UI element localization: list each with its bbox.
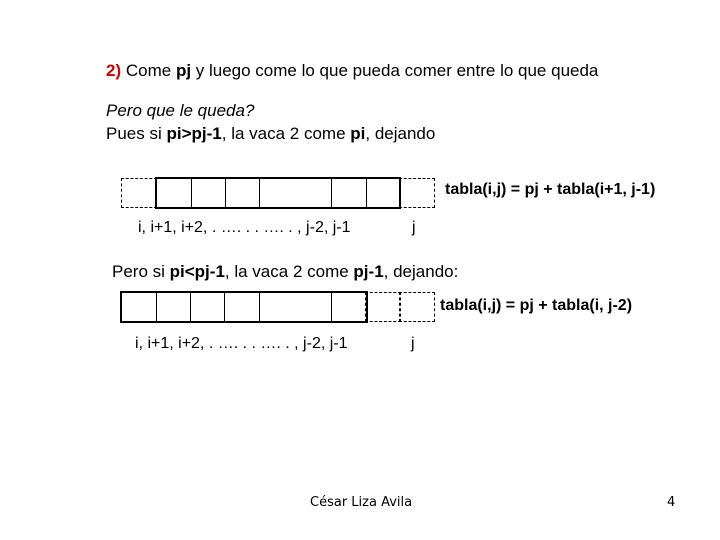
heading-text-pre: Come xyxy=(125,61,176,80)
case1-dashed-right-cell xyxy=(399,178,435,208)
case2-cell xyxy=(259,292,332,322)
case2-cell xyxy=(224,292,260,322)
case1-cell xyxy=(225,178,260,208)
case1-index-labels: i, i+1, i+2, . …. . . …. . , j-2, j-1 xyxy=(138,219,351,236)
case2-statement xyxy=(112,262,458,282)
case2-post: , dejando: xyxy=(383,262,459,281)
case2-cells xyxy=(121,292,367,322)
case2-cell xyxy=(190,292,225,322)
footer-author: César Liza Avila xyxy=(310,495,413,510)
case2-mid: , la vaca 2 come xyxy=(224,262,354,281)
case1-cell xyxy=(156,178,192,208)
heading-pj: pj xyxy=(175,61,192,80)
question-text: Pero que le queda? xyxy=(106,101,255,120)
case1-dashed-left-cell xyxy=(121,178,157,208)
case2-formula: tabla(i,j) = pj + tabla(i, j-2) xyxy=(440,297,633,314)
case2-cell xyxy=(156,292,191,322)
footer-page-number: 4 xyxy=(667,495,676,510)
case1-formula: tabla(i,j) = pj + tabla(i+1, j-1) xyxy=(445,181,656,198)
case1-cell xyxy=(331,178,367,208)
case2-cell xyxy=(121,292,157,322)
slide-heading xyxy=(106,61,598,81)
case2-pre: Pero si xyxy=(112,262,170,281)
case1-condition: pi>pj-1 xyxy=(166,124,222,143)
case1-item: pi xyxy=(350,124,366,143)
case1-mid: , la vaca 2 come xyxy=(221,124,351,143)
case1-pre: Pues si xyxy=(106,124,167,143)
case2-j-label: j xyxy=(411,335,415,352)
case1-j-label: j xyxy=(412,219,416,236)
case1-post: , dejando xyxy=(365,124,436,143)
case2-index-labels: i, i+1, i+2, . …. . . …. . , j-2, j-1 xyxy=(135,335,348,352)
case2-dashed-cell-j xyxy=(399,292,435,322)
case1-cell xyxy=(191,178,226,208)
case2-dashed-cell-j-1 xyxy=(365,292,401,322)
heading-number: 2) xyxy=(106,61,122,80)
case2-cell xyxy=(331,292,367,322)
case1-cell xyxy=(259,178,332,208)
case2-condition: pi<pj-1 xyxy=(169,262,225,281)
heading-text-post: y luego come lo que pueda comer entre lo que queda xyxy=(191,61,599,80)
case1-cell xyxy=(366,178,401,208)
case1-cells xyxy=(156,178,401,208)
case1-statement xyxy=(106,124,435,144)
case2-item: pj-1 xyxy=(353,262,384,281)
